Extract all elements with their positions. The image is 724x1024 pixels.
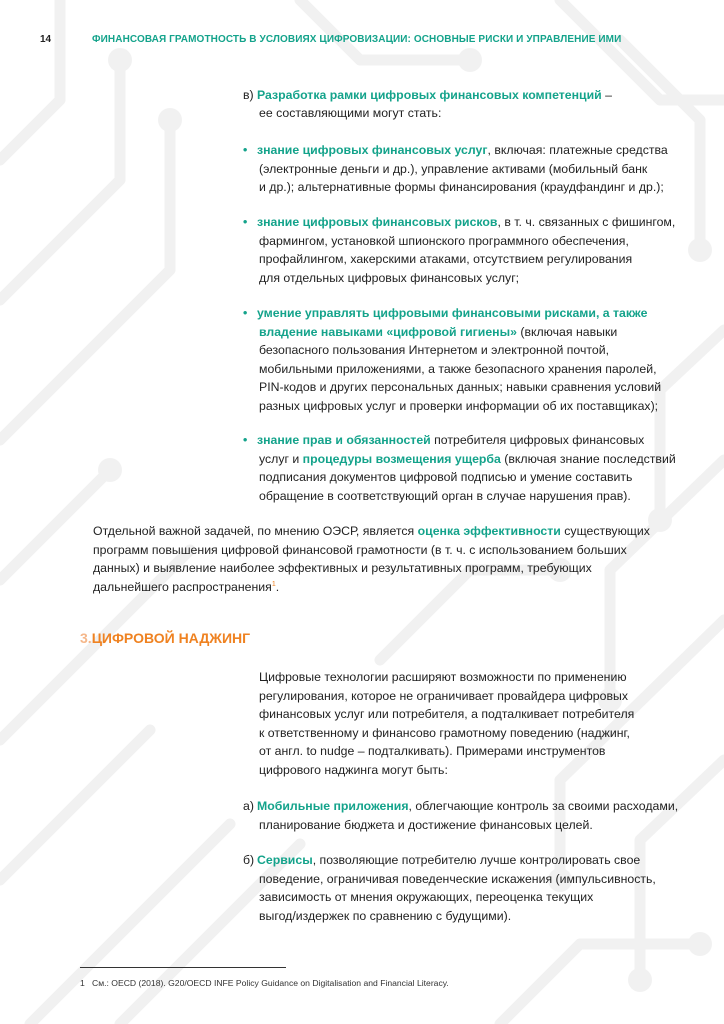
bullet-icon: • [243,215,248,229]
list-item-v: в) Разработка рамки цифровых финансовых компетенций – [243,86,612,105]
bullet-text: безопасного пользования Интернетом и электронной почтой, [259,343,609,357]
footnote [80,978,449,988]
bullet-icon: • [243,433,248,447]
section-text: регулирования, которое не ограничивает провайдера цифровых [259,688,628,703]
paragraph-text: программ повышения цифровой финансовой грамотности (в т. ч. с использованием больших [93,542,627,557]
footnote-text: См.: OECD (2018). G20/OECD INFE Policy Guidance on Digitalisation and Financial Literacy. [92,978,449,988]
bullet-text: для отдельных цифровых финансовых услуг; [259,270,520,285]
bullet-text: профайлингом, хакерскими атаками, отсутствием регулирования [259,252,633,266]
paragraph-text: дальнейшего распространения$^1$. [93,579,280,594]
item-title: Разработка рамки цифровых финансовых компетенций [257,88,602,102]
section-number: 3. [80,630,92,646]
list-item-b: б) Сервисы, позволяющие потребителю лучше контролировать свое [243,851,640,870]
section-text: к ответственному и финансово грамотному поведению (наджинг, [259,725,630,740]
item-text: выгод/издержек по сравнению с будущими). [259,908,512,923]
item-text: ее составляющими могут стать: [259,106,442,120]
bullet-text: услуг и процедуры возмещения ущерба (включая знание последствий [259,451,676,466]
bullet-text: фармингом, установкой шпионского программного обеспечения, [259,233,629,248]
item-text: планирование бюджета и достижение финансовых целей. [259,817,593,832]
paragraph-text: данных) и выявление наиболее эффективных и результативных программ, требующих [93,561,592,575]
footnote-divider [80,967,286,968]
section-title: ЦИФРОВОЙ НАДЖИНГ [91,630,251,646]
bullet-item: • умение управлять цифровыми финансовыми рисками, а также [243,304,647,323]
bullet-text: PIN-кодов и других персональных данных; навыки сравнения условий [259,380,662,394]
bullet-text: владение навыками «цифровой гигиены» (включая навыки [259,324,618,339]
list-item-a: а) Мобильные приложения, облегчающие контроль за своими расходами, [243,797,678,816]
footnote-ref[interactable]: 1 [271,580,276,588]
item-text: поведение, ограничивая поведенческие искажения (импульсивность, [259,871,656,886]
bullet-text: и др.); альтернативные формы финансирования (краудфандинг и др.); [259,180,664,194]
bullet-item: • знание цифровых финансовых услуг, включая: платежные средства [243,141,668,160]
bullet-item: • знание прав и обязанностей потребителя цифровых финансовых [243,431,644,450]
bullet-text: разных цифровых услуг и проверки информации об их поставщиках); [259,398,659,413]
section-text: финансовых услуг или потребителя, а подталкивает потребителя [259,707,635,721]
item-marker: б) [243,853,255,867]
section-heading [80,630,250,646]
footnote-number: 1 [80,978,85,988]
paragraph-text: Отдельной важной задачей, по мнению ОЭСР, является оценка эффективности существующих [93,524,650,538]
bullet-item: • знание цифровых финансовых рисков, в т. ч. связанных с фишингом, [243,213,675,232]
bullet-icon: • [243,306,248,320]
bullet-text: мобильными приложениями, а также безопасного хранения паролей, [259,361,657,376]
section-text: цифрового наджинга могут быть: [259,762,448,777]
item-marker: в) [243,88,254,102]
bullet-text: (электронные деньги и др.), управление активами (мобильный банк [259,161,648,176]
bullet-text: подписания документов цифровой подписью и умение составить [259,470,633,484]
running-title: ФИНАНСОВАЯ ГРАМОТНОСТЬ В УСЛОВИЯХ ЦИФРОВИЗАЦИИ: ОСНОВНЫЕ РИСКИ И УПРАВЛЕНИЕ ИМИ [92,34,622,45]
item-text: зависимость от мнения окружающих, переоценка текущих [259,890,594,904]
bullet-icon: • [243,143,248,157]
item-marker: а) [243,799,254,813]
section-text: Цифровые технологии расширяют возможности по применению [259,670,627,684]
bullet-text: обращение в соответствующий орган в случае нарушения прав). [259,488,631,503]
section-text: от англ. to nudge – подталкивать). Примерами инструментов [259,744,606,758]
page-number: 14 [40,34,52,45]
